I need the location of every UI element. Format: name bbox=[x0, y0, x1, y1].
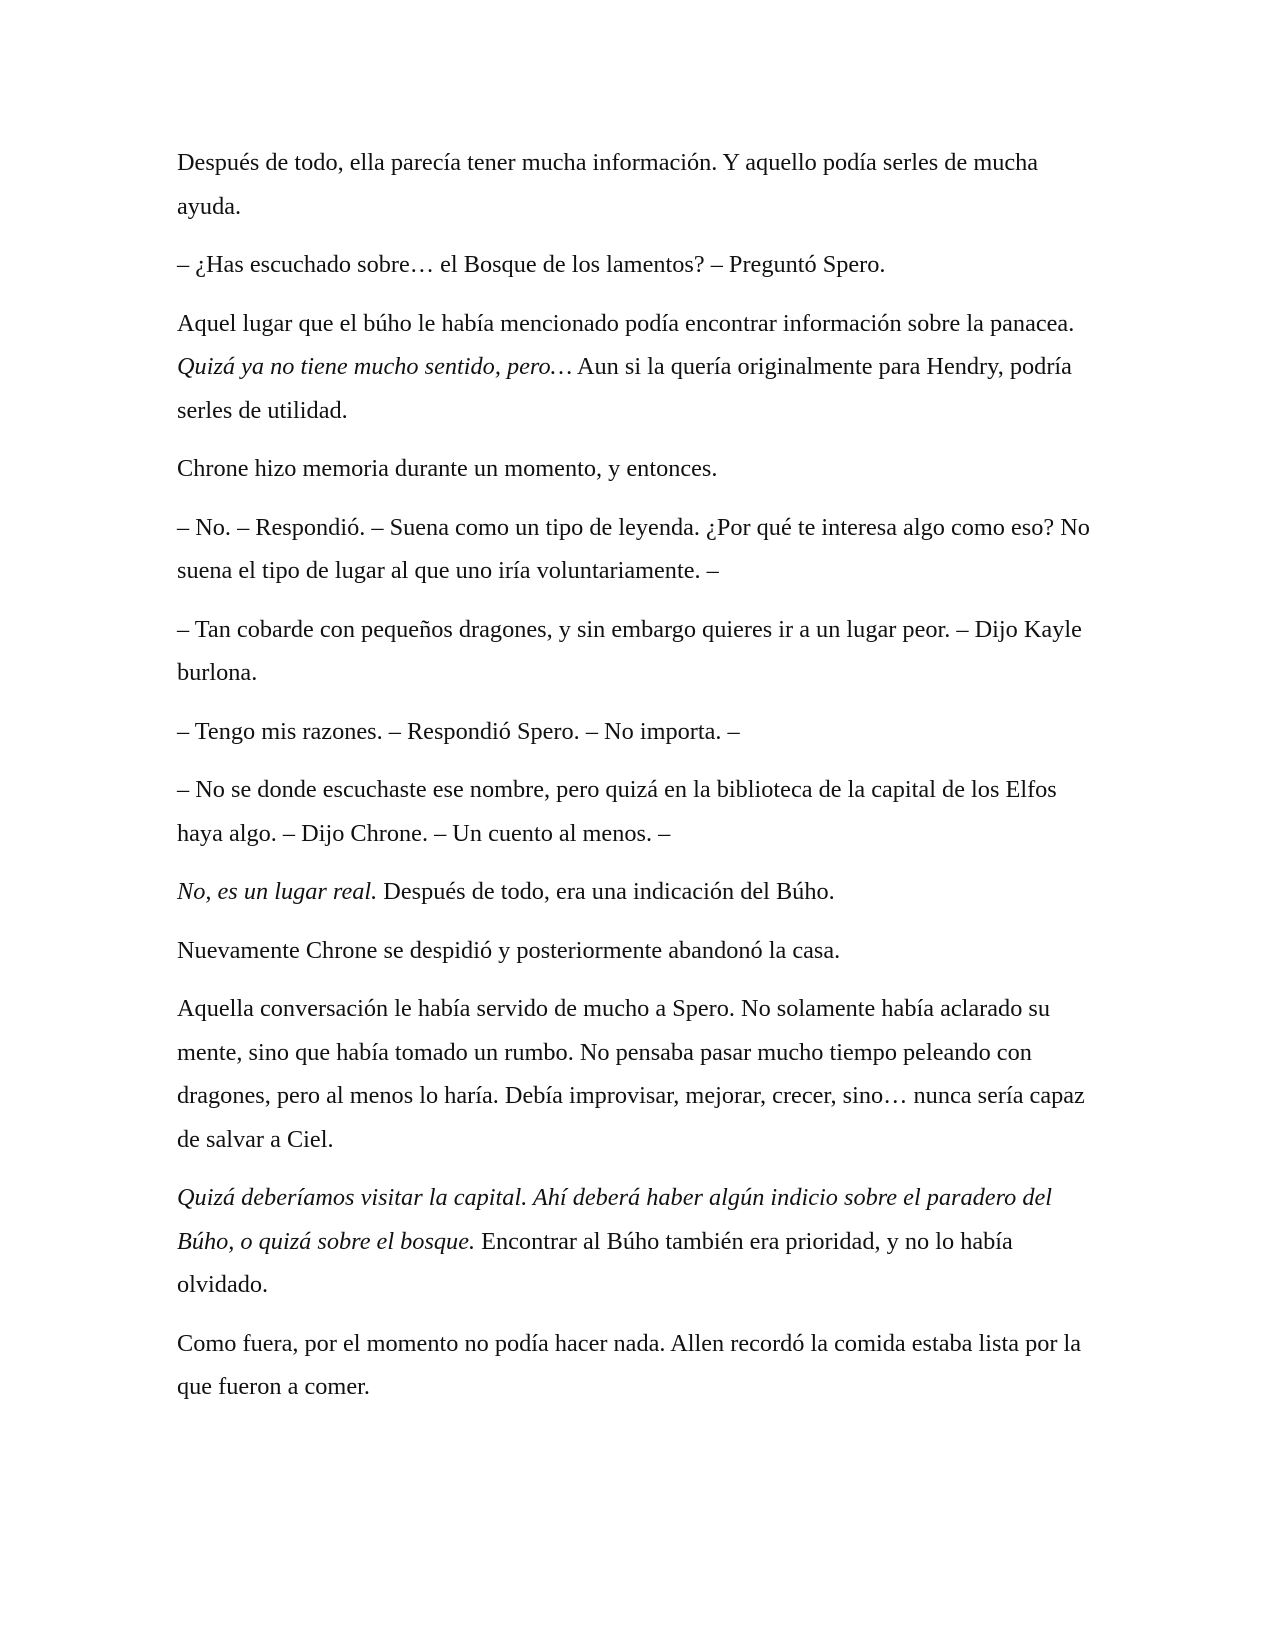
paragraph-text: – ¿Has escuchado sobre… el Bosque de los lamentos? – Preguntó Spero. bbox=[177, 251, 886, 278]
paragraph-10 bbox=[177, 929, 1102, 973]
paragraph-text: Como fuera, por el momento no podía hacer nada. Allen recordó la comida estaba lista por la que fueron a comer. bbox=[177, 1329, 1082, 1400]
paragraph-text: – No. – Respondió. – Suena como un tipo de leyenda. ¿Por qué te interesa algo como eso? No suena el tipo de lugar al que uno iría voluntariamente. – bbox=[177, 513, 1090, 584]
paragraph-text: Encontrar al Búho también era prioridad, y no lo había olvidado. bbox=[177, 1227, 1013, 1298]
paragraph-6 bbox=[177, 608, 1102, 695]
paragraph-9 bbox=[177, 870, 1102, 914]
paragraph-5 bbox=[177, 506, 1102, 593]
paragraph-text: – Tengo mis razones. – Respondió Spero. – No importa. – bbox=[177, 717, 740, 745]
paragraph-italic-thought: No, es un lugar real. bbox=[177, 878, 378, 905]
paragraph-text: Después de todo, era una indicación del Búho. bbox=[377, 878, 835, 905]
paragraph-text: Aun si la quería originalmente para Hendry, podría serles de utilidad. bbox=[177, 353, 1072, 424]
paragraph-text: Chrone hizo memoria durante un momento, y entonces. bbox=[177, 455, 718, 482]
paragraph-11 bbox=[177, 987, 1102, 1161]
paragraph-2 bbox=[177, 243, 1102, 287]
paragraph-13 bbox=[177, 1322, 1102, 1409]
paragraph-12 bbox=[177, 1176, 1102, 1307]
paragraph-4 bbox=[177, 447, 1102, 491]
paragraph-3 bbox=[177, 302, 1102, 433]
paragraph-1 bbox=[177, 141, 1102, 228]
paragraph-text: – No se donde escuchaste ese nombre, pero quizá en la biblioteca de la capital de los Elfos haya algo. – Dijo Chrone. – Un cuento al menos. – bbox=[177, 776, 1057, 847]
paragraph-text: – Tan cobarde con pequeños dragones, y sin embargo quieres ir a un lugar peor. – Dijo Kayle burlona. bbox=[177, 615, 1082, 686]
document-body bbox=[177, 141, 1102, 1424]
paragraph-text: Después de todo, ella parecía tener mucha información. Y aquello podía serles de mucha ayuda. bbox=[177, 149, 1039, 220]
paragraph-8 bbox=[177, 768, 1102, 855]
paragraph-7 bbox=[177, 710, 1102, 754]
paragraph-italic-thought: Quizá deberíamos visitar la capital. Ahí deberá haber algún indicio sobre el paradero del Búho, o quizá sobre el bosque. bbox=[177, 1184, 1053, 1255]
paragraph-italic-thought: Quizá ya no tiene mucho sentido, pero… bbox=[177, 353, 573, 380]
paragraph-text: Nuevamente Chrone se despidió y posteriormente abandonó la casa. bbox=[177, 936, 841, 964]
paragraph-text: Aquel lugar que el búho le había mencionado podía encontrar información sobre la panacea. bbox=[177, 309, 1075, 337]
paragraph-text: Aquella conversación le había servido de mucho a Spero. No solamente había aclarado su mente, sino que había tomado un rumbo. No pensaba pasar mucho tiempo peleando con dragones, pero al menos lo haría. Debía improvisar, mejorar, crecer, sino… nunca sería capaz de salvar a Ciel. bbox=[177, 995, 1085, 1153]
